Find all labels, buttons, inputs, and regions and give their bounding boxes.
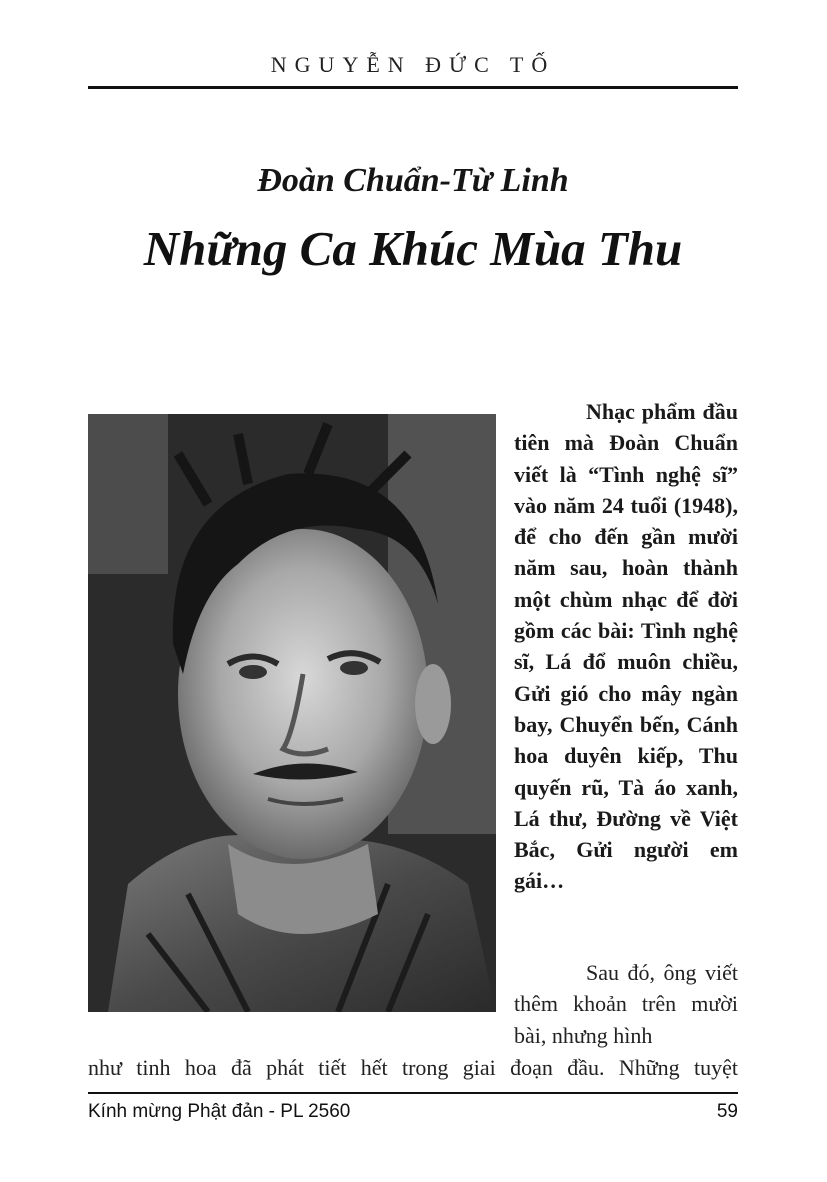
paragraph-1: Nhạc phẩm đầu tiên mà Đoàn Chuẩn viết là “Tình nghệ sĩ” vào năm 24 tuổi (1948), để cho đến gần mười năm sau, hoàn thành một chùm nhạc để đời gồm các bài: Tình nghệ sĩ, Lá đổ muôn chiều, Gửi gió cho mây ngàn bay, Chuyển bến, Cánh hoa duyên kiếp, Thu quyến rũ, Tà áo xanh, Lá thư, Đường về Việt Bắc, Gửi người em gái…: [514, 399, 738, 894]
footer-publication: Kính mừng Phật đản - PL 2560: [88, 1101, 351, 1122]
portrait-illustration: [88, 414, 496, 1012]
page-number: 59: [716, 1101, 738, 1122]
body-column-paragraph: [514, 396, 738, 897]
paragraph-2: Sau đó, ông viết thêm khoản trên mười bài, nhưng hình: [514, 960, 738, 1048]
footer-rule: [88, 1092, 738, 1094]
header-rule: [88, 86, 738, 89]
portrait-photo: [88, 414, 496, 1012]
article-title: Những Ca Khúc Mùa Thu: [143, 221, 683, 276]
body-column-paragraph-2: [514, 957, 738, 1051]
running-header: NGUYỄN ĐỨC TỐ: [270, 52, 556, 77]
paragraph-2-continuation: như tinh hoa đã phát tiết hết trong giai đoạn đầu. Những tuyệt: [88, 1055, 738, 1080]
article-subtitle: Đoàn Chuẩn-Từ Linh: [257, 162, 569, 199]
